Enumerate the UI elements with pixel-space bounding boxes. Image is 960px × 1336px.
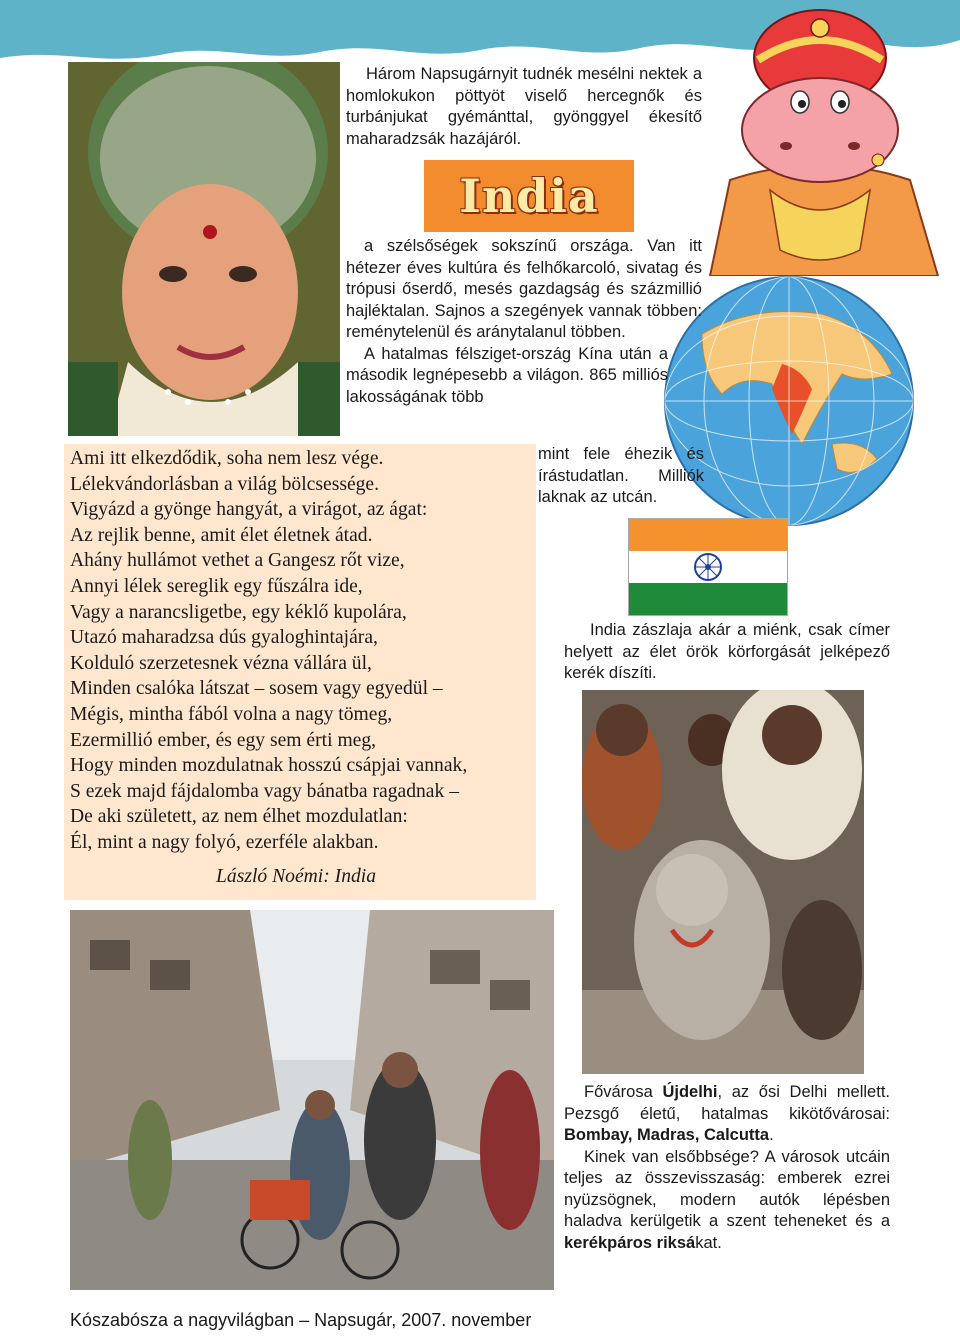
article-paragraph-1: a szélsőségek sokszínű országa. Van itt hétezer éves kultúra és felhőkarcoló, sivatag és trópusi őserdő, mesés gazdagság és százmillió hajléktalan. Sajnos a szegények vannak többen: reménytelenül és aránytalanul többen. (346, 237, 702, 341)
capital-name: Újdelhi (662, 1083, 718, 1101)
city-p2-c: kat. (695, 1233, 722, 1252)
flag-caption-text: India zászlaja akár a miénk, csak címer helyett az élet örök körforgását jelképező kerék díszíti. (564, 621, 890, 682)
poem-line: Annyi lélek sereglik egy fűszálra ide, (70, 575, 363, 597)
poem-line: Kolduló szerzetesnek vézna vállára ül, (70, 652, 372, 674)
girl-photo (68, 62, 340, 436)
poem-line: Lélekvándorlásban a világ bölcsessége. (70, 473, 380, 495)
flag-caption (564, 620, 890, 685)
city-p1-c: , az ősi Delhi mellett. Pezsgő életű, hatalmas kikötővárosai: (564, 1083, 890, 1123)
poem-line: Vigyázd a gyönge hangyát, a virágot, az ágat: (70, 499, 428, 521)
poem-line: Minden csalóka látszat – sosem vagy egyedül – (70, 678, 443, 700)
intro-text (346, 64, 702, 150)
poem-line: Utazó maharadzsa dús gyaloghintajára, (70, 627, 378, 649)
poem (70, 446, 540, 889)
india-flag (628, 518, 788, 616)
intro-paragraph: Három Napsugárnyit tudnék mesélni nektek a homlokukon pöttyöt viselő hercegnők és turbánjukat gyémánttal, gyönggyel ékesítő maharadzsák hazájáról. (346, 65, 702, 148)
poem-line: De aki született, az nem élhet mozdulatlan: (70, 806, 408, 828)
rickshaw-term: kerékpáros riksá (564, 1233, 696, 1252)
poem-line: Ezermillió ember, és egy sem érti meg, (70, 729, 377, 751)
poem-line: Az rejlik benne, amit élet életnek átad. (70, 524, 373, 546)
city-p1-a: Fővárosa (584, 1083, 663, 1101)
article-paragraph-2: A hatalmas félsziget-ország Kína után a második legnépesebb a világon. 865 milliós lakosságának több (346, 344, 668, 406)
footer: Kószabósza a nagyvilágban – Napsugár, 2007. november (70, 1310, 532, 1330)
children-photo (582, 690, 864, 1074)
title-banner (424, 160, 634, 232)
port-cities: Bombay, Madras, Calcutta (564, 1126, 770, 1144)
poem-line: Él, mint a nagy folyó, ezerféle alakban. (70, 831, 379, 853)
poem-line: S ezek majd fájdalomba vagy bánatba ragadnak – (70, 780, 459, 802)
poem-line: Mégis, mintha fából volna a nagy tömeg, (70, 703, 393, 725)
poem-line: Ami itt elkezdődik, soha nem lesz vége. (70, 448, 384, 469)
city-p2-a: Kinek van elsőbbsége? A városok utcáin teljes az összevisszaság: emberek ezrei nyüzsögnek, modern autók lépésben haladva kerülgetik a szent teheneket és a (564, 1147, 890, 1230)
city-paragraph-2 (564, 1147, 890, 1255)
article-continuation (538, 444, 704, 509)
page-title: India (459, 169, 599, 223)
poem-author: László Noémi: India (216, 865, 377, 887)
poem-line: Hogy minden mozdulatnak hosszú csápjai vannak, (70, 755, 468, 777)
city-p1-e: . (769, 1126, 774, 1144)
city-paragraph-1 (564, 1082, 890, 1147)
delhi-street-photo (70, 910, 554, 1290)
article-paragraph-2-cont: mint fele éhezik és írástudatlan. Milliók laknak az utcán. (538, 445, 704, 506)
poem-line: Vagy a narancsligetbe, egy kéklő kupolára, (70, 601, 407, 623)
poem-line: Ahány hullámot vethet a Gangesz rőt vize, (70, 550, 405, 572)
city-text (564, 1082, 890, 1254)
hippo-maharaja-illustration (700, 0, 940, 276)
article-text (346, 236, 708, 408)
